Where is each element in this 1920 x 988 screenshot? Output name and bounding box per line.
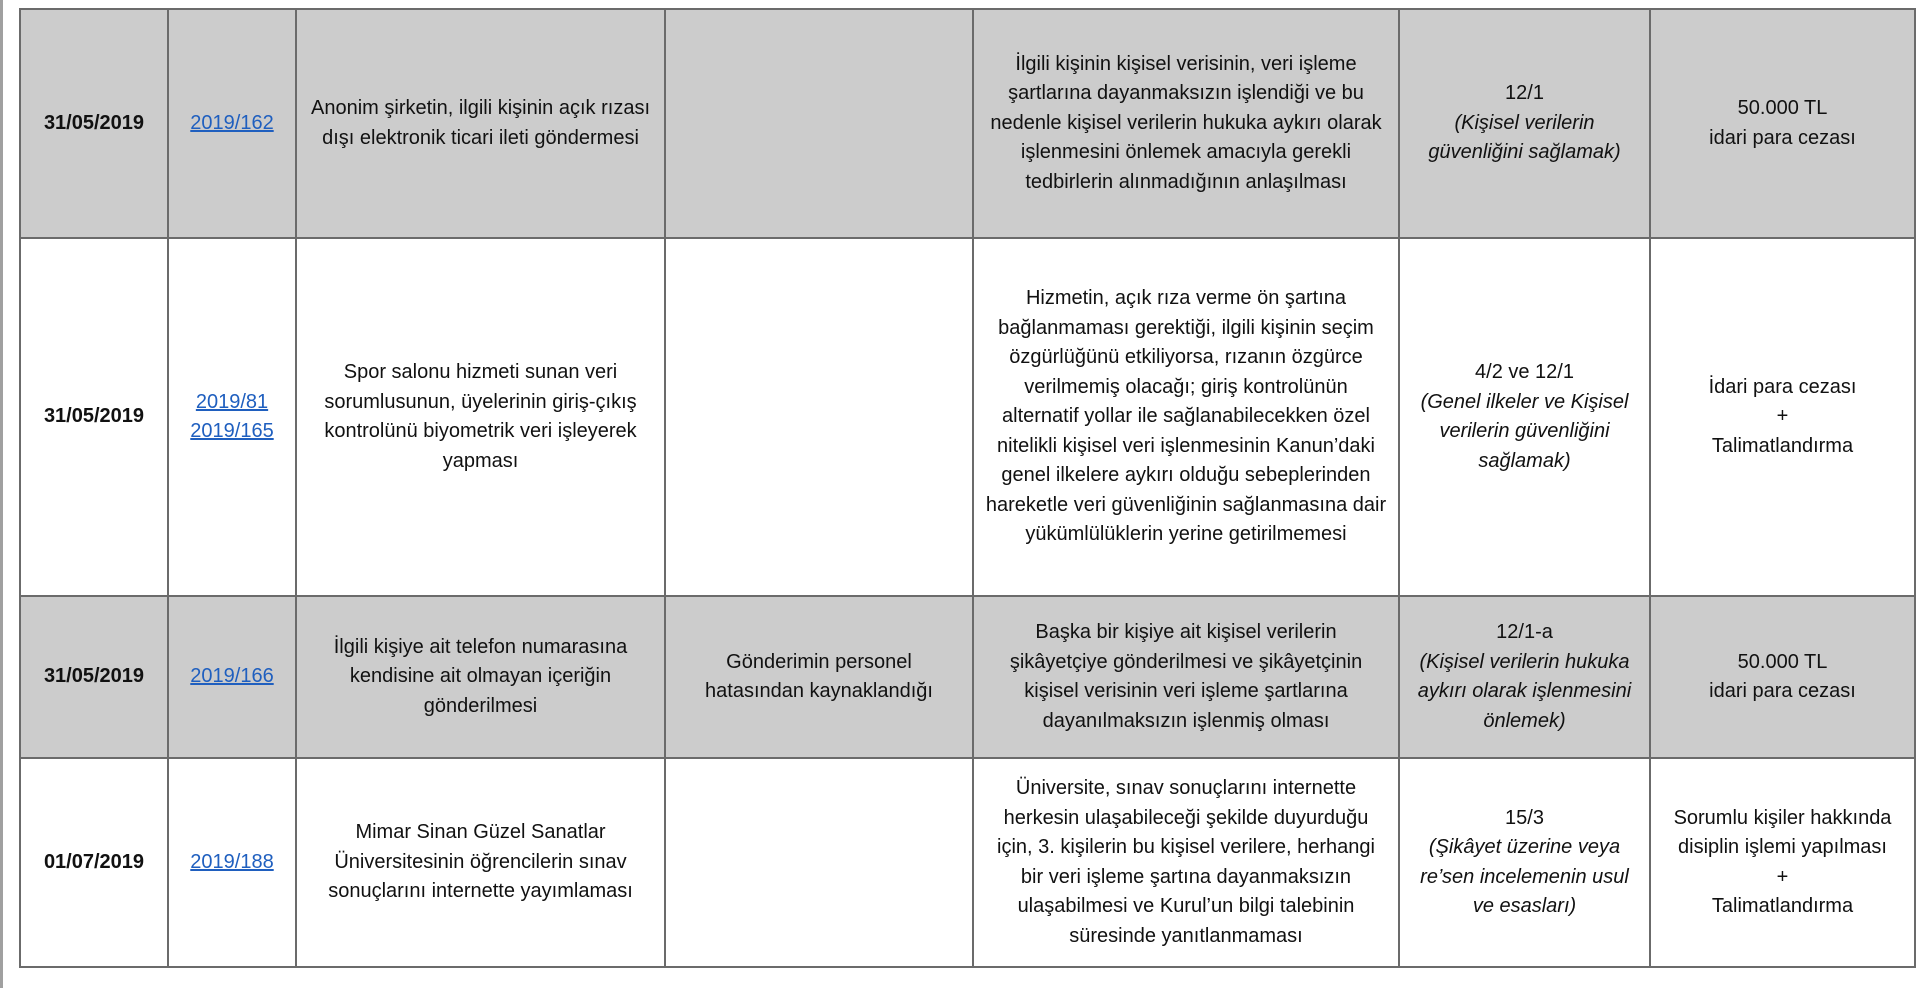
decisions-table xyxy=(19,8,1916,968)
table-row xyxy=(20,596,1915,758)
violation-cell: Başka bir kişiye ait kişisel verilerin şikâyetçiye gönderilmesi ve şikâyetçinin kişisel verisinin veri işleme şartlarına dayanılmaksızın işlenmiş olması xyxy=(973,596,1399,758)
article-number: 12/1 xyxy=(1505,82,1544,105)
sanction-line: + xyxy=(1776,405,1789,428)
violation-cell: İlgili kişinin kişisel verisinin, veri işleme şartlarına dayanmaksızın işlendiği ve bu nedenle kişisel verilerin hukuka aykırı olarak işlenmesini önlemek amacıyla gerekli tedbirlerin alınmadığının anlaşılması xyxy=(973,9,1399,238)
sanction-line: Talimatlandırma xyxy=(1711,434,1854,457)
mitigation-cell: Gönderimin personel hatasından kaynaklandığı xyxy=(665,596,973,758)
article-description: (Şikâyet üzerine veya re’sen incelemenin usul ve esasları) xyxy=(1420,836,1629,917)
violation-cell: Hizmetin, açık rıza verme ön şartına bağlanmaması gerektiği, ilgili kişinin seçim özgürlüğünü etkiliyorsa, rızanın özgürce verilmemiş olacağı; giriş kontrolünün alternatif yollar ile sağlanabilecekken özel nitelikli kişisel veri işlenmesinin Kanun’daki genel ilkelere aykırı olduğu sebeplerinden hareketle veri güvenliğinin sağlanmasına dair yükümlülüklerin yerine getirilmemesi xyxy=(973,238,1399,596)
subject-cell: Spor salonu hizmeti sunan veri sorumlusunun, üyelerinin giriş-çıkış kontrolünü biyometrik veri işleyerek yapması xyxy=(296,238,665,596)
table-row xyxy=(20,238,1915,596)
subject-cell: İlgili kişiye ait telefon numarasına kendisine ait olmayan içeriğin gönderilmesi xyxy=(296,596,665,758)
sanction-line: Talimatlandırma xyxy=(1711,895,1854,917)
date-cell: 31/05/2019 xyxy=(20,238,168,596)
decision-cell xyxy=(168,758,296,967)
mitigation-cell xyxy=(665,9,973,238)
decision-link[interactable]: 2019/188 xyxy=(190,850,274,873)
sanction-cell xyxy=(1650,596,1915,758)
sanction-cell xyxy=(1650,238,1915,596)
sanction-cell xyxy=(1650,758,1915,967)
window-edge xyxy=(0,0,3,988)
article-number: 4/2 ve 12/1 xyxy=(1475,361,1574,383)
decision-link[interactable]: 2019/162 xyxy=(190,111,274,134)
decision-link[interactable]: 2019/165 xyxy=(190,420,274,442)
sanction-line: 50.000 TL xyxy=(1737,97,1828,119)
article-description: (Genel ilkeler ve Kişisel verilerin güvenliğini sağlamak) xyxy=(1420,390,1629,472)
sanction-cell xyxy=(1650,9,1915,238)
article-cell xyxy=(1399,9,1650,238)
article-cell xyxy=(1399,596,1650,758)
article-cell xyxy=(1399,758,1650,967)
table-row xyxy=(20,9,1915,238)
subject-cell: Mimar Sinan Güzel Sanatlar Üniversitesinin öğrencilerin sınav sonuçlarını internette yayımlaması xyxy=(296,758,665,967)
violation-cell: Üniversite, sınav sonuçlarını internette herkesin ulaşabileceği şekilde duyurduğu için, 3. kişilerin bu kişisel verilere, herhangi bir veri işleme şartına dayanmaksızın ulaşabilmesi ve Kurul’un bilgi talebinin süresinde yanıtlanmaması xyxy=(973,758,1399,967)
article-cell xyxy=(1399,238,1650,596)
mitigation-cell xyxy=(665,758,973,967)
article-number: 12/1-a xyxy=(1496,621,1553,643)
subject-cell: Anonim şirketin, ilgili kişinin açık rızası dışı elektronik ticari ileti göndermesi xyxy=(296,9,665,238)
sanction-line: İdari para cezası xyxy=(1708,375,1857,398)
sanction-line: idari para cezası xyxy=(1709,680,1856,702)
decision-link[interactable]: 2019/166 xyxy=(190,665,274,688)
decision-cell xyxy=(168,9,296,238)
sanction-line: 50.000 TL xyxy=(1737,650,1828,673)
decision-cell xyxy=(168,596,296,758)
date-cell: 01/07/2019 xyxy=(20,758,168,967)
sanction-line: Sorumlu kişiler hakkında disiplin işlemi yapılması xyxy=(1673,806,1892,858)
decision-cell xyxy=(168,238,296,596)
article-description: (Kişisel verilerin hukuka aykırı olarak işlenmesini önlemek) xyxy=(1417,650,1632,732)
sanction-line: + xyxy=(1776,865,1789,888)
mitigation-cell xyxy=(665,238,973,596)
date-cell: 31/05/2019 xyxy=(20,9,168,238)
table-row xyxy=(20,758,1915,967)
date-cell: 31/05/2019 xyxy=(20,596,168,758)
sanction-line: idari para cezası xyxy=(1709,126,1856,149)
article-description: (Kişisel verilerin güvenliğini sağlamak) xyxy=(1428,111,1621,164)
decision-link[interactable]: 2019/81 xyxy=(195,390,269,413)
article-number: 15/3 xyxy=(1505,806,1544,829)
